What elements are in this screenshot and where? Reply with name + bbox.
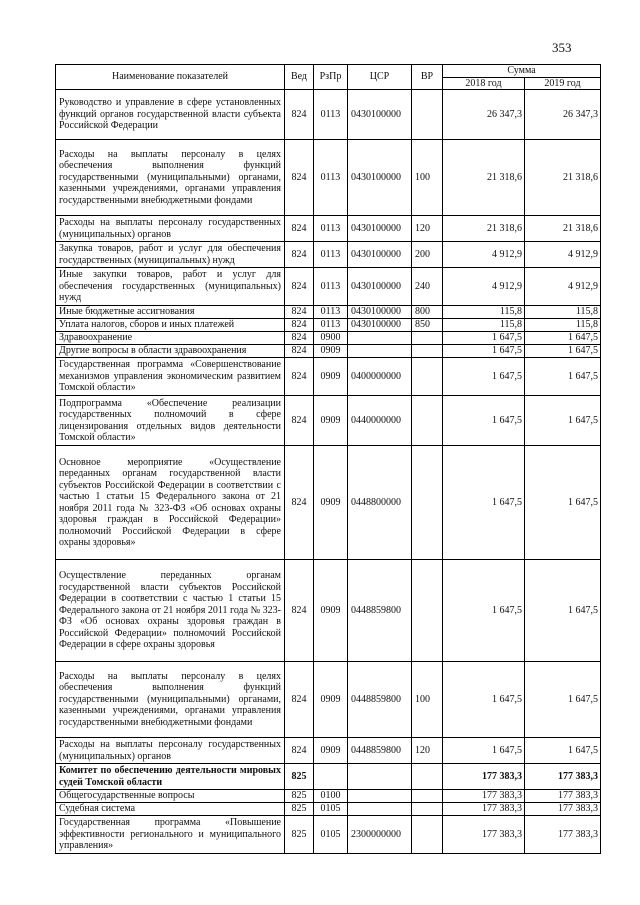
- row-2019-cell: 177 383,3: [525, 790, 601, 803]
- row-2018-cell: 4 912,9: [443, 268, 525, 306]
- row-2018-cell: 1 647,5: [443, 560, 525, 662]
- row-ved-cell: 824: [285, 396, 314, 446]
- row-vr-cell: 100: [412, 140, 443, 216]
- row-vr-cell: 120: [412, 216, 443, 242]
- table-row: [56, 306, 601, 319]
- row-2018-cell: 1 647,5: [443, 446, 525, 560]
- row-csr-cell: 0430100000: [348, 90, 412, 140]
- row-name-cell: Другие вопросы в области здравоохранения: [56, 345, 285, 358]
- row-name-cell: Расходы на выплаты персоналу государственных (муниципальных) органов: [56, 738, 285, 764]
- row-2018-cell: 177 383,3: [443, 803, 525, 816]
- row-name-cell: Подпрограмма «Обеспечение реализации государственных полномочий в сфере лицензирования отдельных видов деятельности Томской области»: [56, 396, 285, 446]
- header-ved: Вед: [285, 65, 314, 90]
- row-2018-cell: 115,8: [443, 306, 525, 319]
- row-ved-cell: 824: [285, 662, 314, 738]
- row-rzpr-cell: 0113: [314, 140, 348, 216]
- header-name: Наименование показателей: [56, 65, 285, 90]
- table-row: [56, 268, 601, 306]
- row-rzpr-cell: 0909: [314, 396, 348, 446]
- row-csr-cell: 2300000000: [348, 816, 412, 854]
- row-name-cell: Судебная система: [56, 803, 285, 816]
- row-vr-cell: [412, 396, 443, 446]
- row-rzpr-cell: 0113: [314, 216, 348, 242]
- row-rzpr-cell: 0113: [314, 90, 348, 140]
- row-vr-cell: 800: [412, 306, 443, 319]
- table-row: [56, 764, 601, 790]
- row-csr-cell: [348, 764, 412, 790]
- row-vr-cell: [412, 764, 443, 790]
- row-name-cell: Осуществление переданных органам государственной власти субъектов Российской Федерации в соответствии с частью 1 статьи 15 Федерального закона от 21 ноября 2011 года № 323-ФЗ «Об основах охраны здоровья граждан в Российской Федерации» полномочий Российской Федерации в сфере охраны здоровья: [56, 560, 285, 662]
- table-row: [56, 803, 601, 816]
- table-row: [56, 396, 601, 446]
- table-row: [56, 662, 601, 738]
- row-rzpr-cell: 0113: [314, 319, 348, 332]
- row-csr-cell: 0448800000: [348, 446, 412, 560]
- row-csr-cell: 0430100000: [348, 306, 412, 319]
- row-csr-cell: 0448859800: [348, 738, 412, 764]
- table-row: [56, 790, 601, 803]
- row-rzpr-cell: 0113: [314, 306, 348, 319]
- row-ved-cell: 825: [285, 816, 314, 854]
- row-vr-cell: [412, 345, 443, 358]
- row-csr-cell: 0430100000: [348, 242, 412, 268]
- header-csr: ЦСР: [348, 65, 412, 90]
- row-2018-cell: 177 383,3: [443, 790, 525, 803]
- row-2019-cell: 1 647,5: [525, 332, 601, 345]
- row-vr-cell: [412, 816, 443, 854]
- table-row: [56, 140, 601, 216]
- row-csr-cell: [348, 803, 412, 816]
- row-name-cell: Уплата налогов, сборов и иных платежей: [56, 319, 285, 332]
- header-2018: 2018 год: [443, 77, 525, 90]
- table-row: [56, 560, 601, 662]
- row-vr-cell: 200: [412, 242, 443, 268]
- table-row: [56, 332, 601, 345]
- row-2019-cell: 1 647,5: [525, 738, 601, 764]
- row-name-cell: Иные закупки товаров, работ и услуг для обеспечения государственных (муниципальных) нужд: [56, 268, 285, 306]
- budget-table: [55, 64, 601, 854]
- row-ved-cell: 825: [285, 764, 314, 790]
- row-rzpr-cell: 0909: [314, 446, 348, 560]
- row-2019-cell: 1 647,5: [525, 396, 601, 446]
- row-vr-cell: [412, 446, 443, 560]
- row-ved-cell: 825: [285, 790, 314, 803]
- row-rzpr-cell: [314, 764, 348, 790]
- row-name-cell: Руководство и управление в сфере установленных функций органов государственной власти субъекта Российской Федерации: [56, 90, 285, 140]
- row-2019-cell: 1 647,5: [525, 560, 601, 662]
- header-2019: 2019 год: [525, 77, 601, 90]
- row-ved-cell: 824: [285, 332, 314, 345]
- row-csr-cell: 0430100000: [348, 140, 412, 216]
- row-2019-cell: 21 318,6: [525, 140, 601, 216]
- row-vr-cell: [412, 90, 443, 140]
- row-2019-cell: 1 647,5: [525, 345, 601, 358]
- table-row: [56, 242, 601, 268]
- row-ved-cell: 824: [285, 358, 314, 396]
- row-csr-cell: 0448859800: [348, 560, 412, 662]
- row-ved-cell: 824: [285, 140, 314, 216]
- table-row: [56, 216, 601, 242]
- row-rzpr-cell: 0105: [314, 816, 348, 854]
- row-2019-cell: 1 647,5: [525, 358, 601, 396]
- row-2019-cell: 177 383,3: [525, 764, 601, 790]
- row-2018-cell: 21 318,6: [443, 140, 525, 216]
- row-2019-cell: 1 647,5: [525, 662, 601, 738]
- row-vr-cell: [412, 332, 443, 345]
- row-2018-cell: 177 383,3: [443, 816, 525, 854]
- row-2019-cell: 1 647,5: [525, 446, 601, 560]
- row-name-cell: Комитет по обеспечению деятельности мировых судей Томской области: [56, 764, 285, 790]
- row-name-cell: Расходы на выплаты персоналу в целях обеспечения выполнения функций государственными (муниципальными) органами, казенными учреждениями, органами управления государственными внебюджетными фондами: [56, 140, 285, 216]
- row-2018-cell: 1 647,5: [443, 738, 525, 764]
- row-2018-cell: 4 912,9: [443, 242, 525, 268]
- header-vr: ВР: [412, 65, 443, 90]
- row-rzpr-cell: 0909: [314, 358, 348, 396]
- row-vr-cell: [412, 803, 443, 816]
- table-row: [56, 738, 601, 764]
- row-2018-cell: 26 347,3: [443, 90, 525, 140]
- row-rzpr-cell: 0105: [314, 803, 348, 816]
- row-vr-cell: 850: [412, 319, 443, 332]
- row-name-cell: Государственная программа «Совершенствование механизмов управления экономическим развитием Томской области»: [56, 358, 285, 396]
- header-rzpr: РзПр: [314, 65, 348, 90]
- row-2019-cell: 177 383,3: [525, 816, 601, 854]
- row-csr-cell: [348, 790, 412, 803]
- row-rzpr-cell: 0900: [314, 332, 348, 345]
- row-name-cell: Здравоохранение: [56, 332, 285, 345]
- row-2019-cell: 177 383,3: [525, 803, 601, 816]
- table-row: [56, 816, 601, 854]
- row-2018-cell: 1 647,5: [443, 358, 525, 396]
- row-ved-cell: 824: [285, 446, 314, 560]
- row-rzpr-cell: 0909: [314, 662, 348, 738]
- row-name-cell: Государственная программа «Повышение эффективности регионального и муниципального управления»: [56, 816, 285, 854]
- row-rzpr-cell: 0113: [314, 242, 348, 268]
- row-vr-cell: 240: [412, 268, 443, 306]
- row-name-cell: Расходы на выплаты персоналу государственных (муниципальных) органов: [56, 216, 285, 242]
- row-ved-cell: 824: [285, 738, 314, 764]
- row-name-cell: Основное мероприятие «Осуществление переданных органам государственной власти субъектов Российской Федерации в соответствии с частью 1 статьи 15 Федерального закона от 21 ноября 2011 года № 323-ФЗ «Об основах охраны здоровья граждан в Российской Федерации» полномочий Российской Федерации в сфере охраны здоровья»: [56, 446, 285, 560]
- row-2019-cell: 115,8: [525, 306, 601, 319]
- row-2018-cell: 1 647,5: [443, 345, 525, 358]
- table-body: [56, 90, 601, 854]
- row-csr-cell: 0440000000: [348, 396, 412, 446]
- row-csr-cell: 0400000000: [348, 358, 412, 396]
- row-name-cell: Закупка товаров, работ и услуг для обеспечения государственных (муниципальных) нужд: [56, 242, 285, 268]
- row-2018-cell: 1 647,5: [443, 662, 525, 738]
- row-ved-cell: 824: [285, 345, 314, 358]
- row-2018-cell: 1 647,5: [443, 396, 525, 446]
- row-2018-cell: 115,8: [443, 319, 525, 332]
- row-name-cell: Общегосударственные вопросы: [56, 790, 285, 803]
- row-2019-cell: 4 912,9: [525, 242, 601, 268]
- row-csr-cell: 0430100000: [348, 319, 412, 332]
- row-2019-cell: 4 912,9: [525, 268, 601, 306]
- row-rzpr-cell: 0100: [314, 790, 348, 803]
- row-ved-cell: 824: [285, 90, 314, 140]
- table-row: [56, 446, 601, 560]
- row-vr-cell: 100: [412, 662, 443, 738]
- row-csr-cell: 0430100000: [348, 216, 412, 242]
- row-ved-cell: 824: [285, 319, 314, 332]
- table-row: [56, 90, 601, 140]
- header-sum: Сумма: [443, 65, 601, 78]
- row-csr-cell: 0430100000: [348, 268, 412, 306]
- row-csr-cell: [348, 332, 412, 345]
- row-rzpr-cell: 0909: [314, 560, 348, 662]
- row-csr-cell: 0448859800: [348, 662, 412, 738]
- row-vr-cell: 120: [412, 738, 443, 764]
- row-ved-cell: 824: [285, 306, 314, 319]
- row-vr-cell: [412, 790, 443, 803]
- row-ved-cell: 824: [285, 242, 314, 268]
- row-2019-cell: 115,8: [525, 319, 601, 332]
- row-2019-cell: 26 347,3: [525, 90, 601, 140]
- row-2018-cell: 1 647,5: [443, 332, 525, 345]
- table-row: [56, 358, 601, 396]
- row-rzpr-cell: 0909: [314, 345, 348, 358]
- row-csr-cell: [348, 345, 412, 358]
- row-rzpr-cell: 0909: [314, 738, 348, 764]
- row-2018-cell: 21 318,6: [443, 216, 525, 242]
- row-vr-cell: [412, 560, 443, 662]
- row-ved-cell: 824: [285, 216, 314, 242]
- row-2018-cell: 177 383,3: [443, 764, 525, 790]
- row-2019-cell: 21 318,6: [525, 216, 601, 242]
- row-name-cell: Иные бюджетные ассигнования: [56, 306, 285, 319]
- row-ved-cell: 824: [285, 560, 314, 662]
- row-ved-cell: 825: [285, 803, 314, 816]
- table-row: [56, 319, 601, 332]
- row-rzpr-cell: 0113: [314, 268, 348, 306]
- row-ved-cell: 824: [285, 268, 314, 306]
- row-vr-cell: [412, 358, 443, 396]
- table-row: [56, 345, 601, 358]
- row-name-cell: Расходы на выплаты персоналу в целях обеспечения выполнения функций государственными (муниципальными) органами, казенными учреждениями, органами управления государственными внебюджетными фондами: [56, 662, 285, 738]
- page-number: 353: [552, 40, 572, 55]
